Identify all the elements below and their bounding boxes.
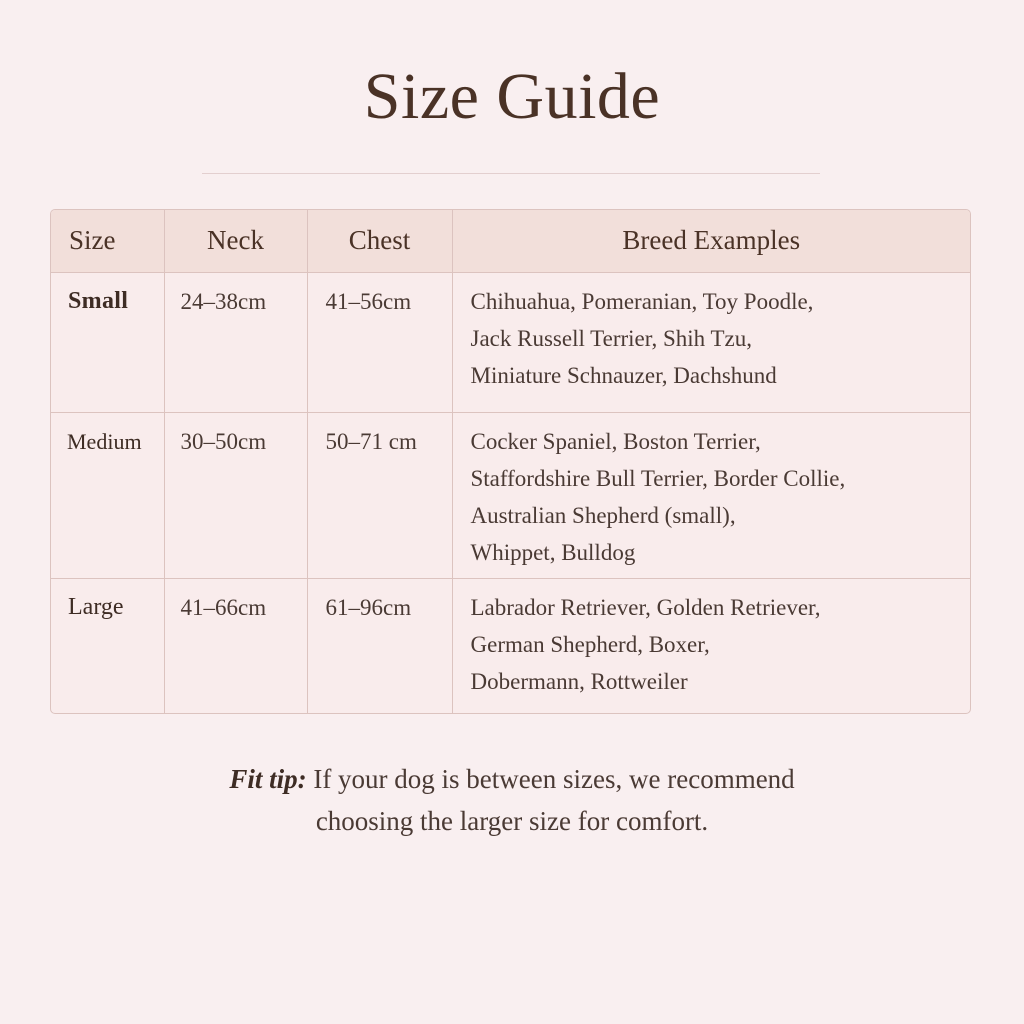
- breed-line: Australian Shepherd (small),: [470, 502, 736, 528]
- chest-range: 61–96cm: [307, 578, 452, 714]
- breed-examples: [452, 578, 970, 714]
- size-label: Medium: [51, 412, 164, 578]
- breed-line: Cocker Spaniel, Boston Terrier,: [470, 428, 761, 454]
- breed-line: Chihuahua, Pomeranian, Toy Poodle,: [470, 288, 814, 314]
- breed-examples: [452, 412, 970, 578]
- table-row: [51, 412, 970, 578]
- table-row: [51, 272, 970, 412]
- fit-tip-line-1: [0, 758, 1024, 800]
- chest-range: 41–56cm: [307, 272, 452, 412]
- fit-tip-text-1: If your dog is between sizes, we recommend: [306, 764, 795, 794]
- header-neck: Neck: [164, 210, 307, 272]
- chest-range: 50–71 cm: [307, 412, 452, 578]
- table-header-row: [51, 210, 970, 272]
- neck-range: 24–38cm: [164, 272, 307, 412]
- header-breed-examples: Breed Examples: [452, 210, 970, 272]
- size-table: [51, 210, 970, 714]
- breed-line: Whippet, Bulldog: [470, 539, 636, 565]
- size-label: Small: [51, 272, 164, 412]
- header-chest: Chest: [307, 210, 452, 272]
- title-divider: [202, 173, 820, 174]
- breed-line: Dobermann, Rottweiler: [470, 668, 688, 694]
- page-title: Size Guide: [363, 60, 661, 133]
- breed-line: Jack Russell Terrier, Shih Tzu,: [470, 325, 753, 351]
- size-label: Large: [51, 578, 164, 714]
- fit-tip: [0, 758, 1024, 842]
- neck-range: 41–66cm: [164, 578, 307, 714]
- size-guide-table: [50, 209, 971, 714]
- breed-line: Labrador Retriever, Golden Retriever,: [470, 594, 821, 620]
- table-row: [51, 578, 970, 714]
- header-size: Size: [51, 210, 164, 272]
- fit-tip-line-2: choosing the larger size for comfort.: [315, 806, 709, 836]
- fit-tip-label: Fit tip:: [229, 764, 307, 794]
- breed-examples: [452, 272, 970, 412]
- breed-line: Miniature Schnauzer, Dachshund: [470, 362, 777, 388]
- breed-line: German Shepherd, Boxer,: [470, 631, 710, 657]
- breed-line: Staffordshire Bull Terrier, Border Collie,: [470, 465, 846, 491]
- neck-range: 30–50cm: [164, 412, 307, 578]
